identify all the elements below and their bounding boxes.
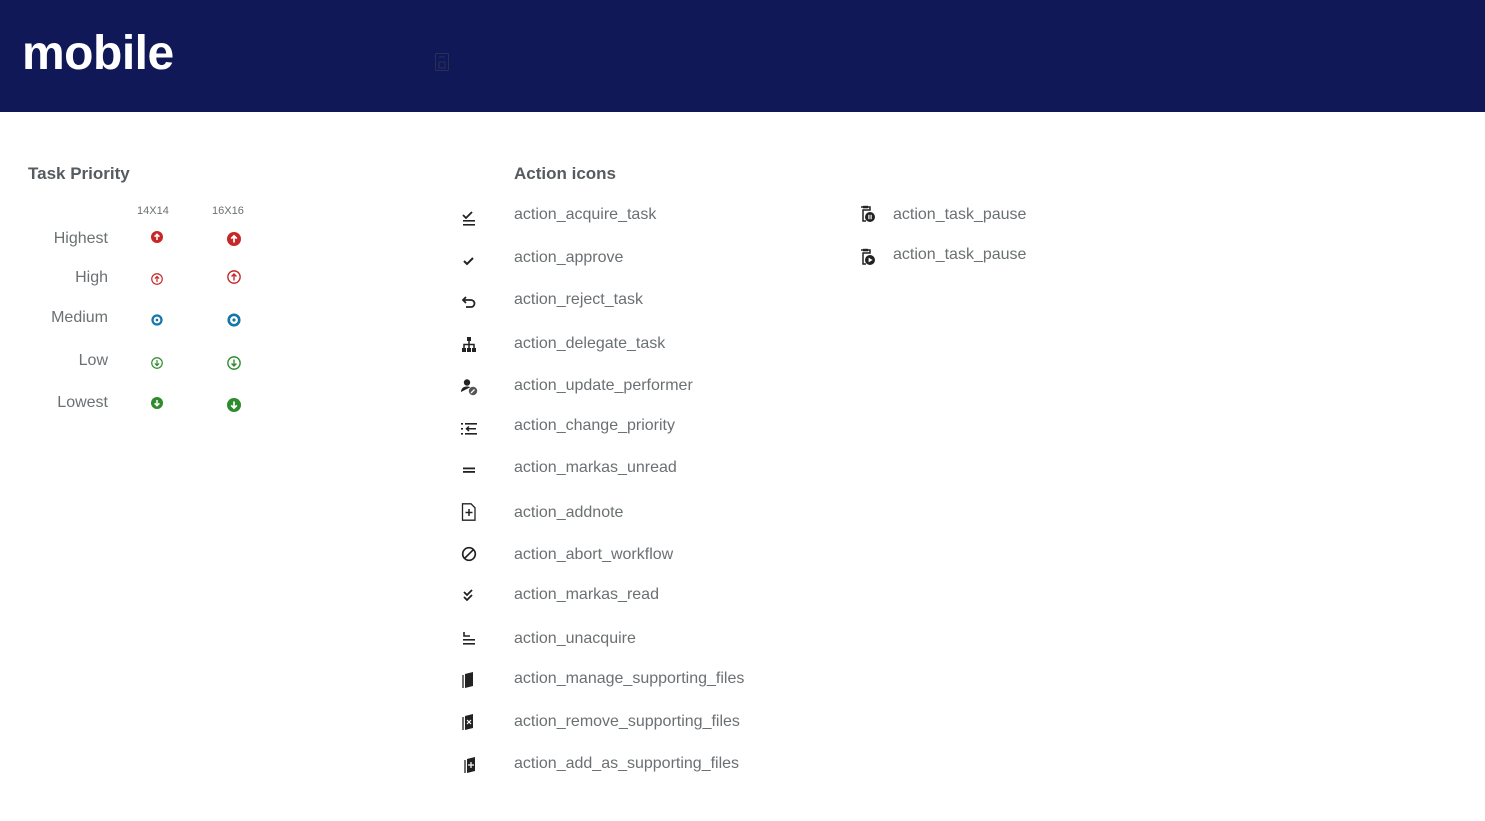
action-label: action_task_pause	[893, 206, 1027, 223]
action-label: action_delegate_task	[514, 335, 666, 352]
double-check-icon	[460, 587, 478, 605]
uncheck-lines-icon	[460, 630, 478, 648]
action-label: action_abort_workflow	[514, 546, 674, 563]
document-page-icon	[434, 53, 450, 71]
book-files-remove-icon	[460, 713, 478, 731]
action-label: action_task_pause	[893, 246, 1027, 263]
user-edit-icon	[460, 378, 478, 396]
clipboard-pause-icon	[858, 205, 876, 223]
undo-arrow-icon	[460, 293, 478, 311]
action-label: action_update_performer	[514, 377, 693, 394]
dot-ring-circle-icon	[151, 314, 163, 326]
arrow-up-filled-circle-icon	[151, 231, 163, 243]
clipboard-play-icon	[858, 248, 876, 266]
org-chart-icon	[460, 336, 478, 354]
action-label: action_change_priority	[514, 417, 675, 434]
action-label: action_reject_task	[514, 291, 643, 308]
note-add-icon	[460, 503, 478, 521]
arrow-down-filled-circle-icon	[227, 398, 241, 412]
action-label: action_acquire_task	[514, 206, 657, 223]
action-label: action_approve	[514, 249, 624, 266]
dot-ring-circle-icon	[227, 313, 241, 327]
priority-label-highest: Highest	[53, 230, 108, 247]
action-label: action_addnote	[514, 504, 624, 521]
priority-label-low: Low	[78, 352, 108, 369]
action-label: action_markas_unread	[514, 459, 677, 476]
arrow-down-outline-circle-icon	[227, 356, 241, 370]
checkmark-icon	[460, 252, 478, 270]
arrow-down-outline-circle-icon	[151, 357, 163, 369]
action-label: action_manage_supporting_files	[514, 670, 745, 687]
action-label: action_remove_supporting_files	[514, 713, 740, 730]
check-lines-icon	[460, 210, 478, 228]
action-label: action_unacquire	[514, 630, 636, 647]
arrow-down-filled-circle-icon	[151, 397, 163, 409]
book-files-icon	[460, 671, 478, 689]
ban-circle-icon	[460, 545, 478, 563]
page-header	[0, 0, 1485, 112]
action-icons-title: Action icons	[514, 164, 617, 183]
priority-label-medium: Medium	[51, 309, 108, 326]
book-files-add-icon	[462, 756, 480, 774]
arrow-up-outline-circle-icon	[151, 273, 163, 285]
action-label: action_markas_read	[514, 586, 659, 603]
size-label-16: 16X16	[212, 205, 244, 217]
list-reorder-icon	[460, 420, 478, 438]
action-label: action_add_as_supporting_files	[514, 755, 740, 772]
task-priority-title: Task Priority	[28, 164, 130, 183]
size-label-14: 14X14	[137, 205, 169, 217]
arrow-up-filled-circle-icon	[227, 232, 241, 246]
arrow-up-outline-circle-icon	[227, 270, 241, 284]
page-title: mobile	[22, 27, 174, 80]
priority-label-lowest: Lowest	[57, 394, 108, 411]
priority-label-high: High	[75, 269, 108, 286]
double-line-icon	[460, 461, 478, 479]
